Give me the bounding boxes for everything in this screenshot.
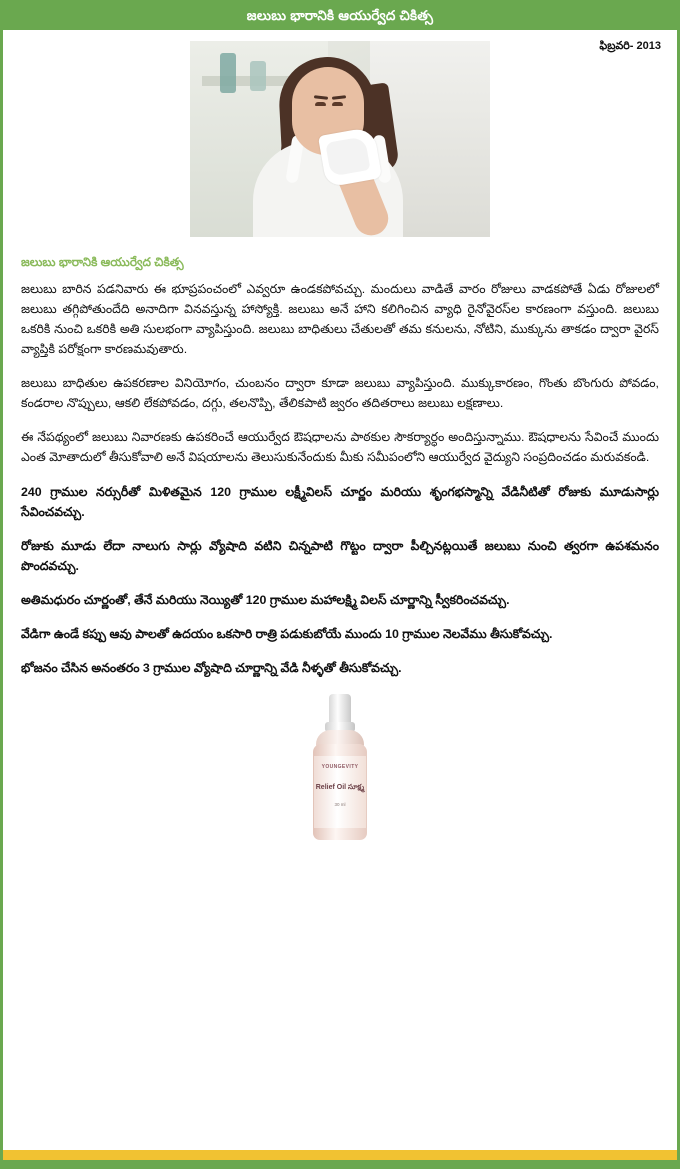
bottle-label bbox=[314, 756, 366, 828]
bottle-cap bbox=[329, 694, 351, 724]
paragraph: 240 గ్రాముల నర్సురీతో మిళితమైన 120 గ్రాముల లక్ష్మీవిలస్ చూర్ణం మరియు శృంగభస్మాన్ని వేడినీటితో రోజుకు మూడుసార్లు సేవించవచ్చు. bbox=[21, 484, 659, 519]
paragraph: అతిమధురం చూర్ణంతో, తేనే మరియు నెయ్యితో 120 గ్రాముల మహాలక్ష్మి విలస్ చూర్ణాన్ని స్వీకరించవచ్చు. bbox=[21, 592, 510, 607]
hero-image-container bbox=[3, 41, 677, 237]
person-figure bbox=[190, 41, 490, 237]
eye-left bbox=[315, 102, 326, 106]
eye-right bbox=[332, 102, 343, 106]
woman-with-tissue-photo bbox=[190, 41, 490, 237]
article-subtitle: జలుబు భారానికి ఆయుర్వేద చికిత్స bbox=[21, 255, 184, 270]
eyebrow-right bbox=[331, 95, 345, 99]
paragraph: భోజనం చేసిన అనంతరం 3 గ్రాముల వ్యోషాది చూర్ణాన్ని వేడి నీళ్ళతో తీసుకోవచ్చు. bbox=[21, 661, 402, 676]
product-bottle-photo bbox=[307, 694, 373, 844]
product-brand: YOUNGEVITY bbox=[321, 764, 359, 771]
paragraph: జలుబు బాధితుల ఉపకరణాల వినియోగం, చుంబనం ద్వారా కూడా జలుబు వ్యాపిస్తుంది. ముక్కుకారణం, గొంతు బొంగురు పోవడం, కండరాల నొప్పులు, ఆకలి లేకపోవడం, దగ్గు, తలనొప్పి, తేలికపాటి జ్వరం తదితరాలు జలుబు లక్షణాలు. bbox=[21, 376, 659, 411]
paragraph: ఈ నేపథ్యంలో జలుబు నివారణకు ఉపకరించే ఆయుర్వేద ఔషధాలను పాఠకుల సౌకర్యార్ధం అందిస్తున్నాము. ఔషధాలను సేవించే ముందు ఎంత మోతాదులో తీసుకోవాలి అనే విషయాలను తెలుసుకునేందుకు మీకు సమీపంలోని ఆయుర్వేద వైద్యుని సంప్రదించడం మరువకండి. bbox=[21, 430, 659, 465]
product-volume: 30 ml bbox=[334, 801, 346, 807]
product-image-container bbox=[21, 694, 659, 844]
product-name: Relief Oil సూక్ష్మ bbox=[315, 784, 365, 792]
paragraph: వేడిగా ఉండే కప్పు ఆవు పాలతో ఉదయం ఒకసారి రాత్రి పడుకుబోయే ముందు 10 గ్రాముల నెలవేము తీసుకోవచ్చు. bbox=[21, 627, 553, 641]
page-header-bar bbox=[3, 3, 677, 30]
footer-accent-strip bbox=[3, 1160, 677, 1166]
paragraph: రోజుకు మూడు లేదా నాలుగు సార్లు వ్యోషాది వటిని చిన్నపాటి గొట్టం ద్వారా పీల్చినట్లయితే జలుబు నుంచి త్వరగా ఉపశమనం పొందవచ్చు. bbox=[21, 538, 659, 573]
paragraph: జలుబు బారిన పడనివారు ఈ భూప్రపంచంలో ఎవ్వరూ ఉండకపోవచ్చు. మందులు వాడితే వారం రోజులు వాడకపోతే ఏడు రోజులలో జలుబు తగ్గిపోతుందేది అనాదిగా వినవస్తున్న హాస్యోక్తి. జలుబు అనే హాని కలిగించిన వ్యాధి రైనోవైరస్‌ల కారణంగా వస్తుంది. జలుబు ఒకరికి నుంచి ఒకరికి అతి సులభంగా వ్యాపిస్తుంది. జలుబు బాధితులు చేతులతో తమ కనులను, నోటిని, ముక్కును తాకడం ద్వారా వైరస్ వ్యాప్తికి పరోక్షంగా కారణమవుతారు. bbox=[21, 281, 659, 357]
issue-date: ఫిబ్రవరి- 2013 bbox=[599, 40, 661, 53]
page-footer-bar bbox=[3, 1150, 677, 1166]
article-content bbox=[3, 237, 677, 844]
eyebrow-left bbox=[313, 95, 327, 99]
page-title: జలుబు భారానికి ఆయుర్వేద చికిత్స bbox=[246, 8, 434, 23]
